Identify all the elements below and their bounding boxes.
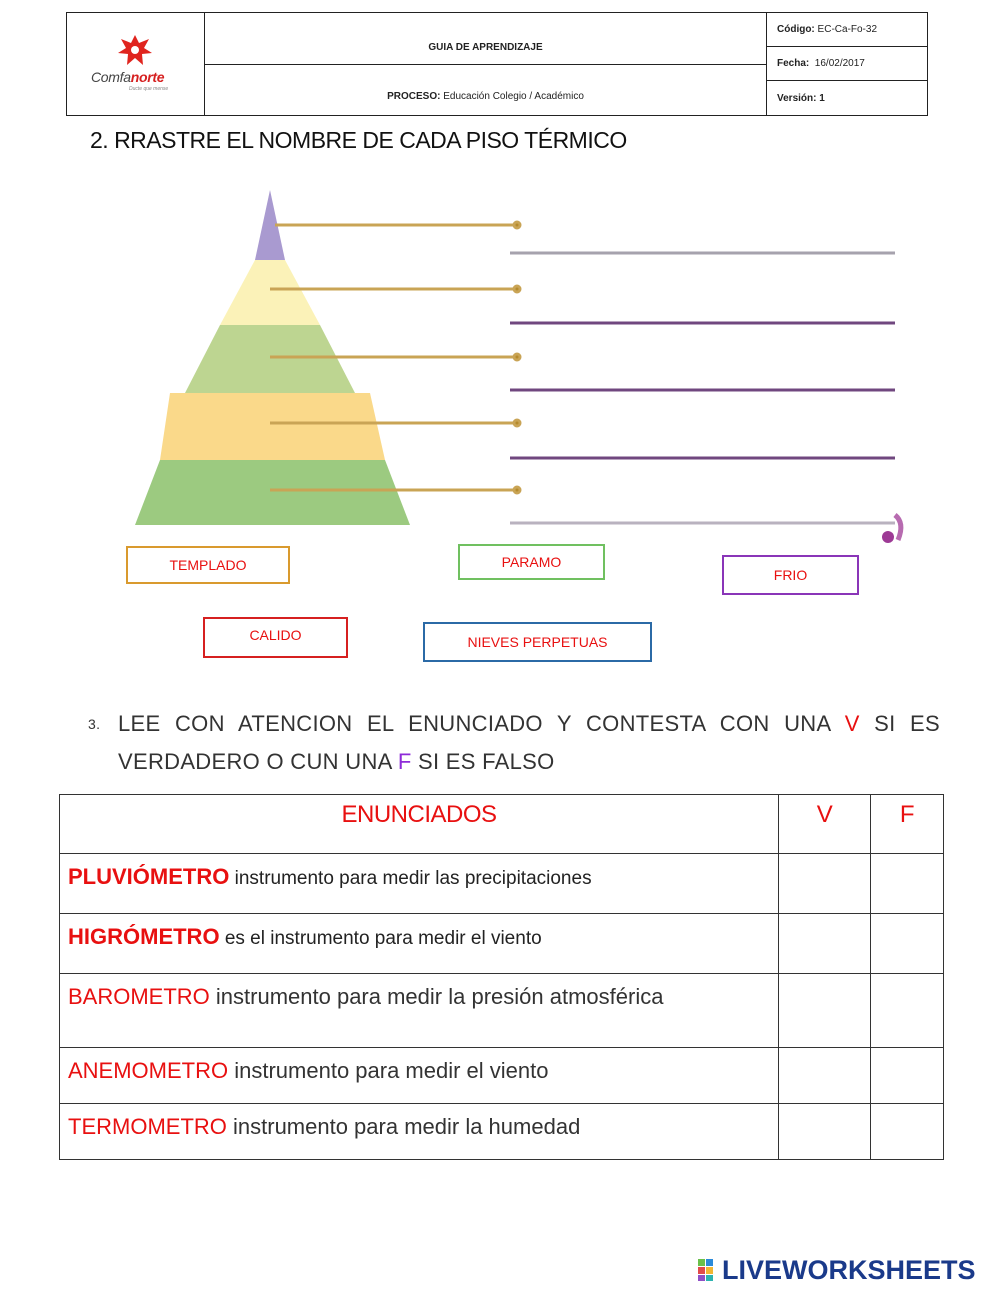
pyramid-layer-4	[160, 393, 385, 460]
header-v: V	[779, 795, 871, 854]
answer-f-cell[interactable]	[871, 854, 944, 914]
end-mark	[895, 515, 901, 540]
statement-cell: TERMOMETRO instrumento para medir la humedad	[60, 1104, 779, 1160]
answer-f-cell[interactable]	[871, 1104, 944, 1160]
answer-v-cell[interactable]	[779, 1104, 871, 1160]
word-nieves-perpetuas[interactable]: NIEVES PERPETUAS	[423, 622, 652, 662]
pyramid-layer-2	[220, 260, 320, 325]
document-header	[66, 12, 928, 116]
statement-cell: HIGRÓMETRO es el instrumento para medir el viento	[60, 914, 779, 974]
logo-tagline: Ducte que mense	[129, 86, 169, 92]
word-templado[interactable]: TEMPLADO	[126, 546, 290, 584]
pyramid-layer-5	[135, 460, 410, 525]
process-cell: PROCESO: Educación Colegio / Académico	[205, 65, 767, 115]
answer-v-cell[interactable]	[779, 854, 871, 914]
answer-f-cell[interactable]	[871, 1048, 944, 1104]
answer-lines	[510, 253, 895, 523]
table-row	[60, 914, 944, 974]
statement-cell: PLUVIÓMETRO instrumento para medir las precipitaciones	[60, 854, 779, 914]
answer-v-cell[interactable]	[779, 914, 871, 974]
word-frio[interactable]: FRIO	[722, 555, 859, 595]
logo-cell	[67, 13, 205, 115]
header-enunciados: ENUNCIADOS	[60, 795, 779, 854]
pyramid-layer-3	[185, 325, 355, 393]
end-dot	[882, 531, 894, 543]
logo-text: Comfanorte	[91, 69, 165, 85]
table-row	[60, 1104, 944, 1160]
version-cell: Versión: 1	[777, 92, 825, 104]
statement-cell: BAROMETRO instrumento para medir la presión atmosférica	[60, 974, 779, 1048]
table-row	[60, 974, 944, 1048]
section3-text: LEE CON ATENCION EL ENUNCIADO Y CONTESTA CON UNA V SI ES VERDADERO O CUN UNA F SI ES FALSO	[118, 711, 940, 774]
liveworksheets-logo-icon	[698, 1259, 720, 1281]
date-cell: Fecha: 16/02/2017	[767, 47, 927, 81]
header-f: F	[871, 795, 944, 854]
table-header-row	[60, 795, 944, 854]
statement-cell: ANEMOMETRO instrumento para medir el viento	[60, 1048, 779, 1104]
answer-v-cell[interactable]	[779, 1048, 871, 1104]
thermal-floor-diagram	[120, 185, 920, 555]
table-row	[60, 854, 944, 914]
answer-f-cell[interactable]	[871, 974, 944, 1048]
section2-title: 2. RRASTRE EL NOMBRE DE CADA PISO TÉRMICO	[90, 127, 627, 153]
section3-number: 3.	[88, 716, 101, 732]
table-row	[60, 1048, 944, 1104]
comfanorte-logo-icon	[117, 33, 153, 67]
word-paramo[interactable]: PARAMO	[458, 544, 605, 580]
liveworksheets-watermark: LIVEWORKSHEETS	[722, 1255, 976, 1285]
code-cell: Código: EC-Ca-Fo-32	[767, 13, 927, 47]
answer-v-cell[interactable]	[779, 974, 871, 1048]
word-calido[interactable]: CALIDO	[203, 617, 348, 658]
guide-title: GUIA DE APRENDIZAJE	[205, 13, 767, 65]
answer-f-cell[interactable]	[871, 914, 944, 974]
true-false-table	[59, 794, 944, 1160]
